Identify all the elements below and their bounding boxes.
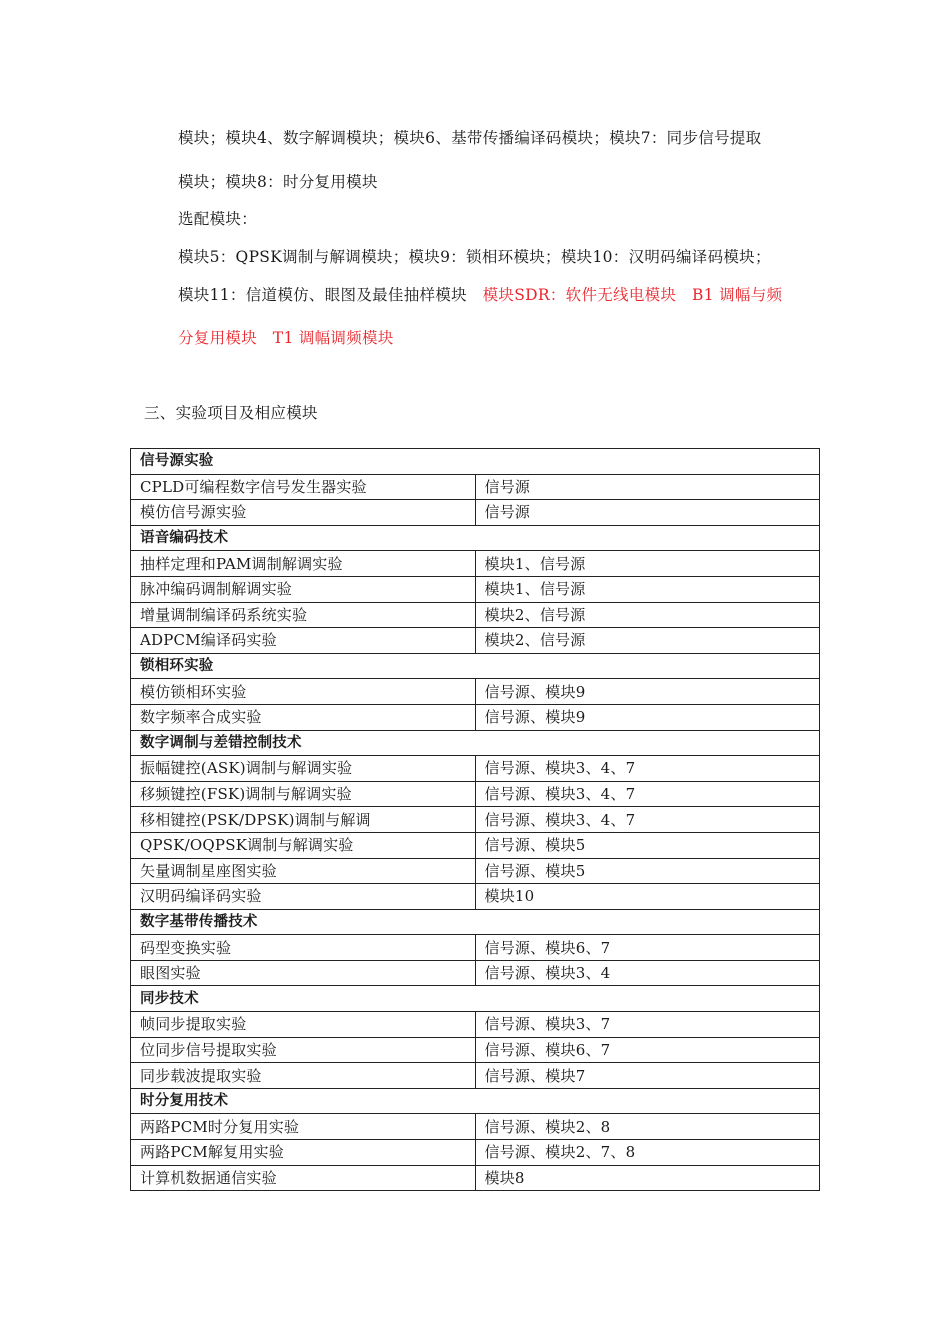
table-row <box>131 474 820 500</box>
required-modules: 信号源、模块3、4、7 <box>475 807 820 833</box>
experiment-name: 矢量调制星座图实验 <box>131 858 476 884</box>
table-row <box>131 781 820 807</box>
experiments-table <box>130 448 820 1191</box>
intro-line-1: 模块；模块4、数字解调模块；模块6、基带传播编译码模块；模块7：同步信号提取 <box>178 129 762 147</box>
required-modules: 信号源、模块6、7 <box>475 1037 820 1063</box>
experiment-name: 帧同步提取实验 <box>131 1012 476 1038</box>
experiment-name: QPSK/OQPSK调制与解调实验 <box>131 832 476 858</box>
required-modules: 模块8 <box>475 1165 820 1191</box>
experiment-name: 码型变换实验 <box>131 935 476 961</box>
table-row <box>131 500 820 526</box>
table-category-row <box>131 525 820 551</box>
category-title: 数字调制与差错控制技术 <box>131 730 820 756</box>
experiment-name: 移相键控(PSK/DPSK)调制与解调 <box>131 807 476 833</box>
optional-modules-heading: 选配模块： <box>178 210 258 228</box>
category-title: 数字基带传播技术 <box>131 909 820 935</box>
table-row <box>131 935 820 961</box>
required-modules: 信号源、模块3、4 <box>475 960 820 986</box>
table-row <box>131 832 820 858</box>
experiment-name: 移频键控(FSK)调制与解调实验 <box>131 781 476 807</box>
table-row <box>131 858 820 884</box>
required-modules: 信号源、模块2、7、8 <box>475 1140 820 1166</box>
category-title: 信号源实验 <box>131 449 820 475</box>
experiment-name: 同步载波提取实验 <box>131 1063 476 1089</box>
table-row <box>131 1140 820 1166</box>
table-row <box>131 704 820 730</box>
required-modules: 模块2、信号源 <box>475 628 820 654</box>
required-modules: 信号源、模块6、7 <box>475 935 820 961</box>
required-modules: 信号源、模块5 <box>475 858 820 884</box>
table-row <box>131 960 820 986</box>
table-row <box>131 1165 820 1191</box>
table-category-row <box>131 909 820 935</box>
table-category-row <box>131 653 820 679</box>
experiment-name: 汉明码编译码实验 <box>131 884 476 910</box>
intro-line-6-highlight: 分复用模块 T1 调幅调频模块 <box>178 329 394 347</box>
required-modules: 信号源、模块5 <box>475 832 820 858</box>
experiment-name: 模仿锁相环实验 <box>131 679 476 705</box>
table-category-row <box>131 986 820 1012</box>
required-modules: 信号源 <box>475 500 820 526</box>
required-modules: 信号源、模块7 <box>475 1063 820 1089</box>
required-modules: 信号源、模块3、4、7 <box>475 781 820 807</box>
experiment-name: CPLD可编程数字信号发生器实验 <box>131 474 476 500</box>
category-title: 同步技术 <box>131 986 820 1012</box>
table-row <box>131 884 820 910</box>
required-modules: 信号源、模块2、8 <box>475 1114 820 1140</box>
table-row <box>131 1012 820 1038</box>
table-row <box>131 602 820 628</box>
table-row <box>131 756 820 782</box>
experiment-name: 两路PCM时分复用实验 <box>131 1114 476 1140</box>
intro-line-5-text: 模块11：信道模仿、眼图及最佳抽样模块 <box>178 286 467 304</box>
intro-line-5 <box>178 283 782 305</box>
table-category-row <box>131 449 820 475</box>
experiment-name: 模仿信号源实验 <box>131 500 476 526</box>
experiment-name: 脉冲编码调制解调实验 <box>131 576 476 602</box>
intro-line-4: 模块5：QPSK调制与解调模块；模块9：锁相环模块；模块10：汉明码编译码模块； <box>178 248 771 266</box>
intro-line-5-highlight: 模块SDR：软件无线电模块 B1 调幅与频 <box>482 286 783 304</box>
required-modules: 模块2、信号源 <box>475 602 820 628</box>
experiment-name: 增量调制编译码系统实验 <box>131 602 476 628</box>
table-category-row <box>131 1088 820 1114</box>
category-title: 时分复用技术 <box>131 1088 820 1114</box>
experiment-name: 抽样定理和PAM调制解调实验 <box>131 551 476 577</box>
intro-line-2: 模块；模块8：时分复用模块 <box>178 173 378 191</box>
table-row <box>131 628 820 654</box>
table-row <box>131 679 820 705</box>
experiment-name: 计算机数据通信实验 <box>131 1165 476 1191</box>
experiment-name: 数字频率合成实验 <box>131 704 476 730</box>
table-row <box>131 1114 820 1140</box>
required-modules: 模块10 <box>475 884 820 910</box>
table-category-row <box>131 730 820 756</box>
table-row <box>131 551 820 577</box>
required-modules: 信号源、模块3、4、7 <box>475 756 820 782</box>
experiment-name: 眼图实验 <box>131 960 476 986</box>
experiment-name: 位同步信号提取实验 <box>131 1037 476 1063</box>
required-modules: 信号源 <box>475 474 820 500</box>
table-row <box>131 807 820 833</box>
table-row <box>131 1063 820 1089</box>
required-modules: 模块1、信号源 <box>475 551 820 577</box>
table-row <box>131 576 820 602</box>
experiment-name: 两路PCM解复用实验 <box>131 1140 476 1166</box>
required-modules: 模块1、信号源 <box>475 576 820 602</box>
experiment-name: ADPCM编译码实验 <box>131 628 476 654</box>
table-row <box>131 1037 820 1063</box>
required-modules: 信号源、模块9 <box>475 704 820 730</box>
required-modules: 信号源、模块9 <box>475 679 820 705</box>
category-title: 锁相环实验 <box>131 653 820 679</box>
category-title: 语音编码技术 <box>131 525 820 551</box>
section-title: 三、实验项目及相应模块 <box>144 404 318 422</box>
experiment-name: 振幅键控(ASK)调制与解调实验 <box>131 756 476 782</box>
required-modules: 信号源、模块3、7 <box>475 1012 820 1038</box>
